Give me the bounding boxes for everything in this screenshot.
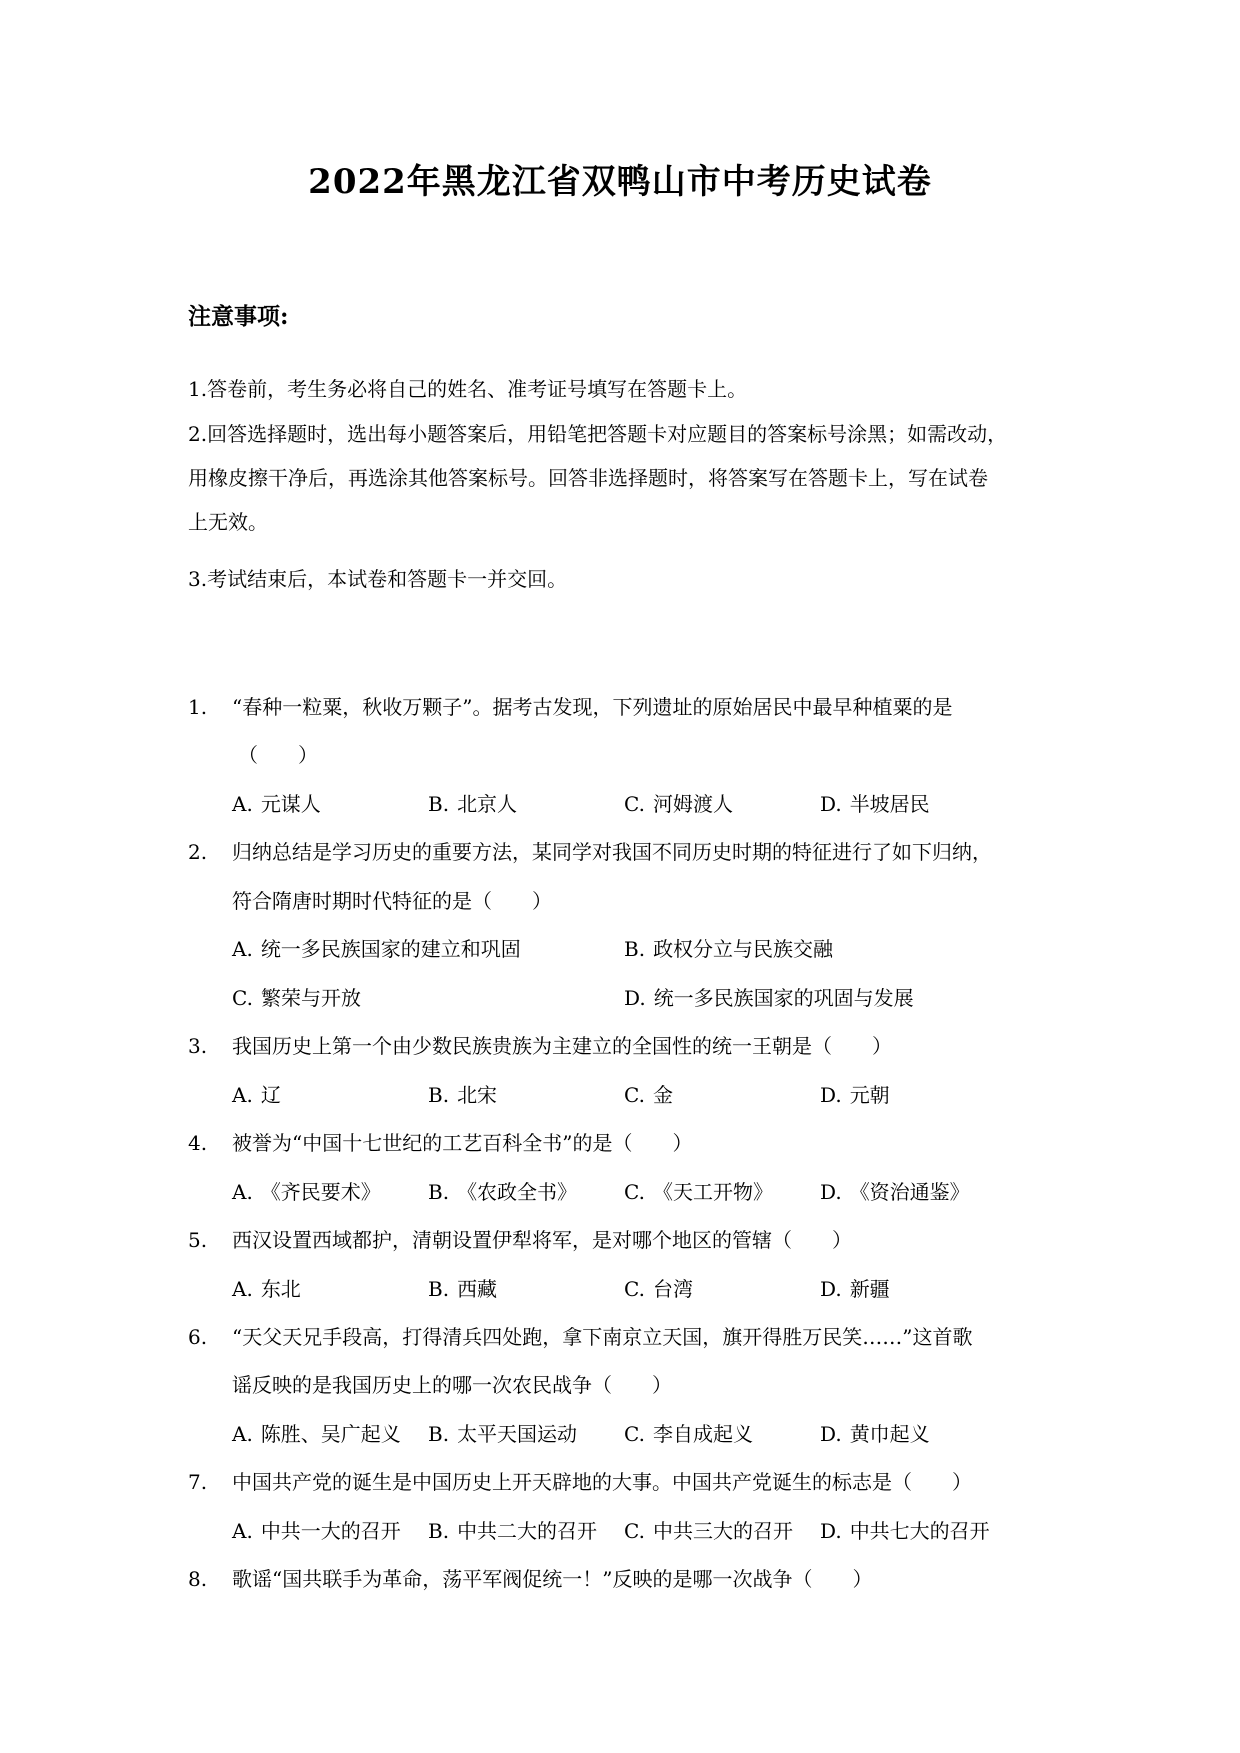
notice-heading: 注意事项: <box>188 303 289 330</box>
option-b: B. 政权分立与民族交融 <box>624 937 834 961</box>
option-a: A. 元谋人 <box>232 792 321 816</box>
option-b: B. 中共二大的召开 <box>428 1519 598 1543</box>
question-text: 歌谣“国共联手为革命，荡平军阀促统一！”反映的是哪一次战争（ ） <box>232 1567 873 1591</box>
question-text: “天父天兄手段高，打得清兵四处跑，拿下南京立天国，旗开得胜万民笑……”这首歌 <box>232 1325 973 1349</box>
question-text: 符合隋唐时期时代特征的是（ ） <box>232 889 552 913</box>
option-a: A. 辽 <box>232 1083 281 1107</box>
option-c: C. 繁荣与开放 <box>232 986 361 1010</box>
option-b: B. 《农政全书》 <box>428 1180 578 1204</box>
question-text: 中国共产党的诞生是中国历史上开天辟地的大事。中国共产党诞生的标志是（ ） <box>232 1470 972 1494</box>
notice-line: 2.回答选择题时，选出每小题答案后，用铅笔把答题卡对应题目的答案标号涂黑；如需改动， <box>188 422 1008 446</box>
option-c: C. 台湾 <box>624 1277 693 1301</box>
option-d: D. 黄巾起义 <box>820 1422 930 1446</box>
option-d: D. 中共七大的召开 <box>820 1519 990 1543</box>
notice-line: 上无效。 <box>188 510 268 534</box>
question-number: 7. <box>188 1470 208 1494</box>
question-number: 2. <box>188 840 208 864</box>
option-d: D. 半坡居民 <box>820 792 930 816</box>
option-c: C. 李自成起义 <box>624 1422 753 1446</box>
question-number: 8. <box>188 1567 208 1591</box>
option-b: B. 北宋 <box>428 1083 498 1107</box>
option-d: D. 《资治通鉴》 <box>820 1180 970 1204</box>
option-b: B. 太平天国运动 <box>428 1422 578 1446</box>
option-a: A. 统一多民族国家的建立和巩固 <box>232 937 521 961</box>
question-text: 被誉为“中国十七世纪的工艺百科全书”的是（ ） <box>232 1131 693 1155</box>
option-a: A. 东北 <box>232 1277 301 1301</box>
question-number: 3. <box>188 1034 208 1058</box>
option-c: C. 《天工开物》 <box>624 1180 773 1204</box>
question-text: 谣反映的是我国历史上的哪一次农民战争（ ） <box>232 1373 672 1397</box>
page-title: 2022年黑龙江省双鸭山市中考历史试卷 <box>308 162 932 202</box>
question-text: “春种一粒粟，秋收万颗子”。据考古发现，下列遗址的原始居民中最早种植粟的是 <box>232 695 953 719</box>
question-number: 6. <box>188 1325 208 1349</box>
notice-line: 3.考试结束后，本试卷和答题卡一并交回。 <box>188 567 568 591</box>
question-text: 西汉设置西域都护，清朝设置伊犁将军，是对哪个地区的管辖（ ） <box>232 1228 852 1252</box>
question-number: 1. <box>188 695 208 719</box>
option-d: D. 元朝 <box>820 1083 890 1107</box>
question-number: 4. <box>188 1131 208 1155</box>
notice-line: 用橡皮擦干净后，再选涂其他答案标号。回答非选择题时，将答案写在答题卡上，写在试卷 <box>188 466 988 490</box>
question-number: 5. <box>188 1228 208 1252</box>
option-a: A. 《齐民要术》 <box>232 1180 381 1204</box>
option-c: C. 中共三大的召开 <box>624 1519 793 1543</box>
option-c: C. 河姆渡人 <box>624 792 733 816</box>
question-text: （ ） <box>238 743 318 767</box>
option-d: D. 统一多民族国家的巩固与发展 <box>624 986 914 1010</box>
option-b: B. 西藏 <box>428 1277 498 1301</box>
option-b: B. 北京人 <box>428 792 518 816</box>
option-a: A. 陈胜、吴广起义 <box>232 1422 401 1446</box>
notice-line: 1.答卷前，考生务必将自己的姓名、准考证号填写在答题卡上。 <box>188 377 748 401</box>
option-d: D. 新疆 <box>820 1277 890 1301</box>
question-text: 我国历史上第一个由少数民族贵族为主建立的全国性的统一王朝是（ ） <box>232 1034 892 1058</box>
question-text: 归纳总结是学习历史的重要方法，某同学对我国不同历史时期的特征进行了如下归纳， <box>232 840 992 864</box>
option-c: C. 金 <box>624 1083 673 1107</box>
option-a: A. 中共一大的召开 <box>232 1519 401 1543</box>
